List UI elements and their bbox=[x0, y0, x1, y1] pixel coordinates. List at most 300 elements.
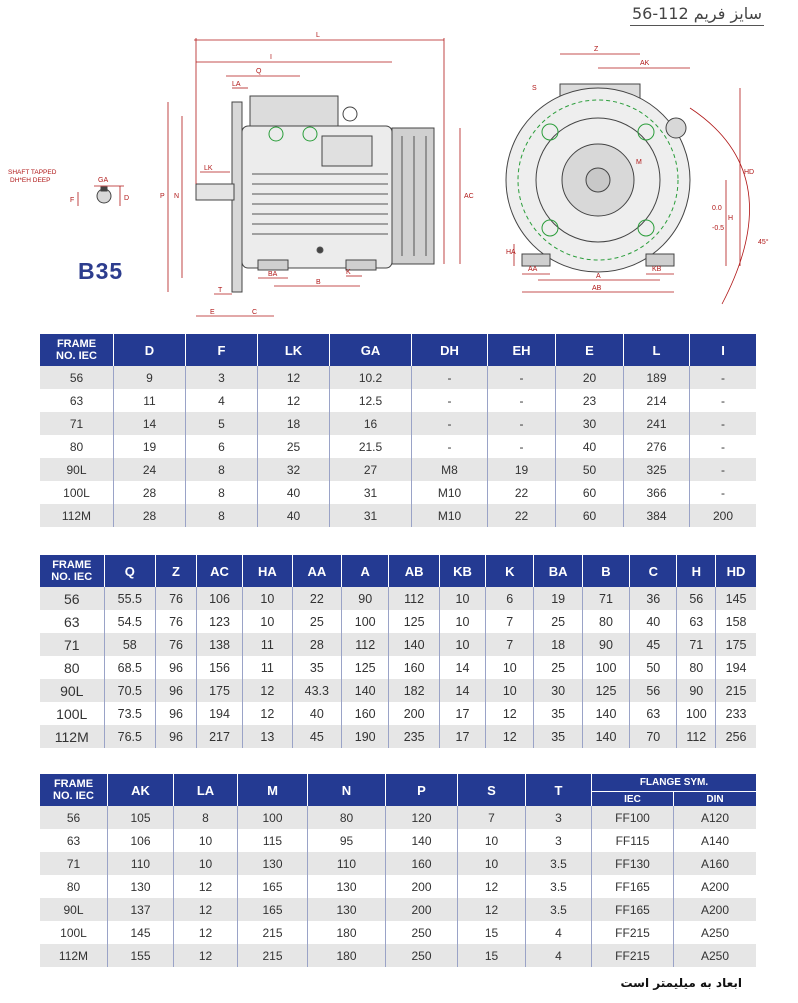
value-cell: 14 bbox=[114, 412, 186, 435]
table-row bbox=[40, 829, 756, 852]
column-header: FRAME NO. IEC bbox=[40, 774, 108, 806]
table-row bbox=[40, 852, 756, 875]
value-cell: 68.5 bbox=[105, 656, 157, 679]
value-cell: 10 bbox=[174, 852, 238, 875]
value-cell: FF100 bbox=[592, 806, 674, 829]
column-header: AK bbox=[108, 774, 174, 806]
value-cell: 45 bbox=[630, 633, 677, 656]
value-cell: 325 bbox=[624, 458, 690, 481]
column-header: AA bbox=[293, 555, 342, 587]
table-row bbox=[40, 679, 756, 702]
column-header: T bbox=[526, 774, 592, 806]
shaft-note-line1: SHAFT TAPPED bbox=[8, 169, 57, 176]
value-cell: 71 bbox=[677, 633, 716, 656]
column-header: HD bbox=[716, 555, 756, 587]
dimension-table-2 bbox=[40, 555, 756, 748]
dim-label-L: L bbox=[316, 32, 320, 39]
dim-label-B: B bbox=[316, 279, 321, 286]
value-cell: 14 bbox=[440, 656, 486, 679]
value-cell: 22 bbox=[488, 481, 556, 504]
value-cell: 125 bbox=[342, 656, 389, 679]
value-cell: 120 bbox=[386, 806, 458, 829]
value-cell: 155 bbox=[108, 944, 174, 967]
frame-cell: 56 bbox=[40, 366, 114, 389]
table-row bbox=[40, 435, 756, 458]
table-row bbox=[40, 458, 756, 481]
value-cell: 6 bbox=[186, 435, 258, 458]
shaft-detail bbox=[78, 186, 124, 206]
frame-cell: 112M bbox=[40, 944, 108, 967]
column-header: M bbox=[238, 774, 308, 806]
value-cell: 175 bbox=[716, 633, 756, 656]
value-cell: 215 bbox=[238, 921, 308, 944]
column-header: C bbox=[630, 555, 677, 587]
page-title: سایز فریم 112-56 bbox=[630, 4, 764, 26]
column-header: D bbox=[114, 334, 186, 366]
value-cell: 110 bbox=[308, 852, 386, 875]
table-row bbox=[40, 702, 756, 725]
value-cell: - bbox=[412, 389, 488, 412]
dim-label-Q: Q bbox=[256, 68, 262, 75]
table-row bbox=[40, 504, 756, 527]
table-row bbox=[40, 725, 756, 748]
value-cell: 175 bbox=[197, 679, 243, 702]
value-cell: 76 bbox=[156, 587, 197, 610]
value-cell: 32 bbox=[258, 458, 330, 481]
value-cell: 366 bbox=[624, 481, 690, 504]
dim-label-LK: LK bbox=[204, 165, 213, 172]
value-cell: 10 bbox=[458, 852, 526, 875]
value-cell: - bbox=[488, 412, 556, 435]
value-cell: 43.3 bbox=[293, 679, 342, 702]
value-cell: 25 bbox=[534, 610, 582, 633]
value-cell: 165 bbox=[238, 898, 308, 921]
value-cell: FF215 bbox=[592, 944, 674, 967]
value-cell: 71 bbox=[583, 587, 630, 610]
table-row bbox=[40, 587, 756, 610]
dim-label-A: A bbox=[596, 273, 601, 280]
value-cell: 10 bbox=[243, 610, 292, 633]
value-cell: 140 bbox=[583, 702, 630, 725]
value-cell: 12 bbox=[258, 389, 330, 412]
value-cell: 215 bbox=[716, 679, 756, 702]
value-cell: 125 bbox=[583, 679, 630, 702]
value-cell: 96 bbox=[156, 702, 197, 725]
frame-cell: 80 bbox=[40, 435, 114, 458]
value-cell: 100 bbox=[342, 610, 389, 633]
dim-label-BA: BA bbox=[268, 271, 278, 278]
value-cell: FF130 bbox=[592, 852, 674, 875]
value-cell: 58 bbox=[105, 633, 157, 656]
value-cell: M10 bbox=[412, 481, 488, 504]
value-cell: 13 bbox=[243, 725, 292, 748]
value-cell: A250 bbox=[674, 944, 756, 967]
value-cell: 100 bbox=[677, 702, 716, 725]
value-cell: 3.5 bbox=[526, 875, 592, 898]
value-cell: 130 bbox=[308, 898, 386, 921]
value-cell: A200 bbox=[674, 875, 756, 898]
value-cell: 112 bbox=[342, 633, 389, 656]
frame-cell: 71 bbox=[40, 852, 108, 875]
dim-label-angle: 45° bbox=[758, 239, 769, 246]
value-cell: 70 bbox=[630, 725, 677, 748]
value-cell: 63 bbox=[677, 610, 716, 633]
dim-label-LA: LA bbox=[232, 81, 241, 88]
table-row bbox=[40, 412, 756, 435]
table-row bbox=[40, 610, 756, 633]
value-cell: 3 bbox=[526, 829, 592, 852]
value-cell: 28 bbox=[293, 633, 342, 656]
value-cell: 214 bbox=[624, 389, 690, 412]
value-cell: 200 bbox=[386, 898, 458, 921]
column-header: HA bbox=[243, 555, 292, 587]
value-cell: FF165 bbox=[592, 875, 674, 898]
value-cell: 95 bbox=[308, 829, 386, 852]
table-row bbox=[40, 898, 756, 921]
value-cell: 7 bbox=[486, 633, 534, 656]
value-cell: 384 bbox=[624, 504, 690, 527]
column-header: L bbox=[624, 334, 690, 366]
value-cell: 60 bbox=[556, 481, 624, 504]
value-cell: 182 bbox=[389, 679, 440, 702]
value-cell: 6 bbox=[486, 587, 534, 610]
column-header: BA bbox=[534, 555, 582, 587]
frame-cell: 63 bbox=[40, 829, 108, 852]
value-cell: 8 bbox=[186, 481, 258, 504]
dim-label-I: I bbox=[270, 54, 272, 61]
value-cell: 25 bbox=[258, 435, 330, 458]
frame-cell: 63 bbox=[40, 389, 114, 412]
value-cell: 217 bbox=[197, 725, 243, 748]
column-header: S bbox=[458, 774, 526, 806]
value-cell: 138 bbox=[197, 633, 243, 656]
frame-cell: 100L bbox=[40, 702, 105, 725]
value-cell: 180 bbox=[308, 944, 386, 967]
frame-cell: 71 bbox=[40, 633, 105, 656]
value-cell: 4 bbox=[186, 389, 258, 412]
value-cell: 76 bbox=[156, 610, 197, 633]
value-cell: 12 bbox=[174, 921, 238, 944]
value-cell: 76 bbox=[156, 633, 197, 656]
column-header: AC bbox=[197, 555, 243, 587]
frame-cell: 112M bbox=[40, 725, 105, 748]
value-cell: 12 bbox=[458, 875, 526, 898]
value-cell: 10 bbox=[458, 829, 526, 852]
table-row bbox=[40, 656, 756, 679]
column-header: H bbox=[677, 555, 716, 587]
value-cell: 106 bbox=[108, 829, 174, 852]
value-cell: - bbox=[488, 389, 556, 412]
column-header-flange-group: FLANGE SYM. bbox=[592, 774, 756, 791]
value-cell: 12 bbox=[458, 898, 526, 921]
value-cell: 22 bbox=[488, 504, 556, 527]
value-cell: 10 bbox=[440, 633, 486, 656]
column-header: F bbox=[186, 334, 258, 366]
value-cell: 3.5 bbox=[526, 898, 592, 921]
table-row bbox=[40, 806, 756, 829]
dim-label-HA: HA bbox=[506, 249, 516, 256]
value-cell: 200 bbox=[386, 875, 458, 898]
value-cell: 11 bbox=[243, 633, 292, 656]
value-cell: 8 bbox=[186, 458, 258, 481]
value-cell: 215 bbox=[238, 944, 308, 967]
value-cell: - bbox=[412, 435, 488, 458]
value-cell: 140 bbox=[389, 633, 440, 656]
dim-label-AA: AA bbox=[528, 266, 538, 273]
value-cell: 241 bbox=[624, 412, 690, 435]
value-cell: 12 bbox=[258, 366, 330, 389]
front-view bbox=[506, 84, 690, 272]
model-label: B35 bbox=[78, 258, 124, 284]
frame-cell: 90L bbox=[40, 679, 105, 702]
dim-label-AB: AB bbox=[592, 285, 602, 292]
dim-label-M: M bbox=[636, 159, 642, 166]
value-cell: 12 bbox=[174, 944, 238, 967]
value-cell: 145 bbox=[716, 587, 756, 610]
value-cell: 25 bbox=[534, 656, 582, 679]
column-header: K bbox=[486, 555, 534, 587]
dim-label-GA: GA bbox=[98, 177, 109, 184]
column-subheader: IEC bbox=[592, 791, 674, 806]
value-cell: - bbox=[690, 366, 756, 389]
value-cell: 28 bbox=[114, 481, 186, 504]
value-cell: 250 bbox=[386, 921, 458, 944]
value-cell: 16 bbox=[330, 412, 412, 435]
value-cell: 140 bbox=[342, 679, 389, 702]
shaft-note-line2: DH*EH DEEP bbox=[10, 177, 51, 184]
value-cell: 20 bbox=[556, 366, 624, 389]
dim-label-C: C bbox=[252, 309, 258, 316]
value-cell: 12 bbox=[486, 702, 534, 725]
value-cell: A160 bbox=[674, 852, 756, 875]
value-cell: 60 bbox=[556, 504, 624, 527]
value-cell: FF115 bbox=[592, 829, 674, 852]
table-1-header-row bbox=[40, 334, 756, 366]
value-cell: 235 bbox=[389, 725, 440, 748]
value-cell: 12.5 bbox=[330, 389, 412, 412]
value-cell: 11 bbox=[114, 389, 186, 412]
value-cell: - bbox=[690, 481, 756, 504]
frame-cell: 80 bbox=[40, 656, 105, 679]
column-header: LA bbox=[174, 774, 238, 806]
dim-label-K: K bbox=[346, 269, 351, 276]
value-cell: 15 bbox=[458, 944, 526, 967]
value-cell: 35 bbox=[293, 656, 342, 679]
column-header: Q bbox=[105, 555, 157, 587]
value-cell: 90 bbox=[583, 633, 630, 656]
column-header: A bbox=[342, 555, 389, 587]
value-cell: 10 bbox=[440, 610, 486, 633]
value-cell: 10 bbox=[486, 656, 534, 679]
column-subheader: DIN bbox=[674, 791, 756, 806]
column-header: I bbox=[690, 334, 756, 366]
value-cell: - bbox=[412, 366, 488, 389]
column-header: DH bbox=[412, 334, 488, 366]
frame-cell: 56 bbox=[40, 587, 105, 610]
value-cell: 140 bbox=[583, 725, 630, 748]
value-cell: M10 bbox=[412, 504, 488, 527]
value-cell: 130 bbox=[308, 875, 386, 898]
value-cell: 8 bbox=[174, 806, 238, 829]
value-cell: 31 bbox=[330, 481, 412, 504]
value-cell: 11 bbox=[243, 656, 292, 679]
value-cell: 200 bbox=[389, 702, 440, 725]
value-cell: - bbox=[488, 366, 556, 389]
value-cell: 40 bbox=[258, 481, 330, 504]
value-cell: 63 bbox=[630, 702, 677, 725]
value-cell: 17 bbox=[440, 702, 486, 725]
value-cell: 90 bbox=[342, 587, 389, 610]
value-cell: 96 bbox=[156, 656, 197, 679]
value-cell: 56 bbox=[677, 587, 716, 610]
value-cell: 22 bbox=[293, 587, 342, 610]
value-cell: 160 bbox=[386, 852, 458, 875]
value-cell: 190 bbox=[342, 725, 389, 748]
value-cell: 10 bbox=[440, 587, 486, 610]
value-cell: 12 bbox=[174, 898, 238, 921]
value-cell: 70.5 bbox=[105, 679, 157, 702]
table-row bbox=[40, 921, 756, 944]
column-header: B bbox=[583, 555, 630, 587]
dim-label-D: D bbox=[124, 195, 130, 202]
value-cell: 19 bbox=[534, 587, 582, 610]
column-header: E bbox=[556, 334, 624, 366]
value-cell: 165 bbox=[238, 875, 308, 898]
value-cell: 40 bbox=[258, 504, 330, 527]
table-row bbox=[40, 875, 756, 898]
value-cell: 35 bbox=[534, 702, 582, 725]
value-cell: - bbox=[690, 412, 756, 435]
value-cell: 137 bbox=[108, 898, 174, 921]
value-cell: 23 bbox=[556, 389, 624, 412]
frame-cell: 100L bbox=[40, 921, 108, 944]
column-header: Z bbox=[156, 555, 197, 587]
value-cell: 105 bbox=[108, 806, 174, 829]
value-cell: 21.5 bbox=[330, 435, 412, 458]
value-cell: - bbox=[690, 458, 756, 481]
value-cell: 160 bbox=[342, 702, 389, 725]
column-header: GA bbox=[330, 334, 412, 366]
dim-label-S: S bbox=[532, 85, 537, 92]
value-cell: 18 bbox=[534, 633, 582, 656]
dim-label-AC: AC bbox=[464, 193, 474, 200]
dim-label-T: T bbox=[218, 287, 223, 294]
value-cell: 3 bbox=[186, 366, 258, 389]
value-cell: 250 bbox=[386, 944, 458, 967]
dim-label-P: P bbox=[160, 193, 165, 200]
value-cell: 106 bbox=[197, 587, 243, 610]
table-3-header-row bbox=[40, 774, 756, 791]
value-cell: 50 bbox=[630, 656, 677, 679]
value-cell: 80 bbox=[308, 806, 386, 829]
column-header: EH bbox=[488, 334, 556, 366]
value-cell: 24 bbox=[114, 458, 186, 481]
value-cell: 31 bbox=[330, 504, 412, 527]
value-cell: 10 bbox=[243, 587, 292, 610]
value-cell: 96 bbox=[156, 679, 197, 702]
value-cell: 54.5 bbox=[105, 610, 157, 633]
value-cell: 14 bbox=[440, 679, 486, 702]
motor-dimension-drawing bbox=[0, 24, 798, 326]
column-header: N bbox=[308, 774, 386, 806]
value-cell: 140 bbox=[386, 829, 458, 852]
dim-label-tol-lower: -0.5 bbox=[712, 225, 725, 232]
dim-label-AK: AK bbox=[640, 60, 650, 67]
value-cell: 5 bbox=[186, 412, 258, 435]
column-header: FRAME NO. IEC bbox=[40, 555, 105, 587]
value-cell: 12 bbox=[174, 875, 238, 898]
value-cell: 80 bbox=[583, 610, 630, 633]
value-cell: 80 bbox=[677, 656, 716, 679]
value-cell: 194 bbox=[197, 702, 243, 725]
dim-label-E: E bbox=[210, 309, 215, 316]
frame-cell: 63 bbox=[40, 610, 105, 633]
frame-cell: 90L bbox=[40, 458, 114, 481]
value-cell: 7 bbox=[486, 610, 534, 633]
value-cell: 30 bbox=[556, 412, 624, 435]
frame-cell: 80 bbox=[40, 875, 108, 898]
value-cell: 19 bbox=[114, 435, 186, 458]
value-cell: 96 bbox=[156, 725, 197, 748]
value-cell: 10.2 bbox=[330, 366, 412, 389]
column-header: P bbox=[386, 774, 458, 806]
value-cell: 30 bbox=[534, 679, 582, 702]
value-cell: 145 bbox=[108, 921, 174, 944]
value-cell: 123 bbox=[197, 610, 243, 633]
table-row bbox=[40, 481, 756, 504]
table-row bbox=[40, 366, 756, 389]
value-cell: 40 bbox=[293, 702, 342, 725]
value-cell: 28 bbox=[114, 504, 186, 527]
frame-cell: 56 bbox=[40, 806, 108, 829]
value-cell: 115 bbox=[238, 829, 308, 852]
value-cell: 36 bbox=[630, 587, 677, 610]
value-cell: FF215 bbox=[592, 921, 674, 944]
value-cell: 130 bbox=[238, 852, 308, 875]
frame-cell: 71 bbox=[40, 412, 114, 435]
column-header: KB bbox=[440, 555, 486, 587]
value-cell: 55.5 bbox=[105, 587, 157, 610]
value-cell: 45 bbox=[293, 725, 342, 748]
dim-label-Z: Z bbox=[594, 46, 599, 53]
value-cell: A200 bbox=[674, 898, 756, 921]
value-cell: 276 bbox=[624, 435, 690, 458]
value-cell: 76.5 bbox=[105, 725, 157, 748]
column-header: AB bbox=[389, 555, 440, 587]
value-cell: 158 bbox=[716, 610, 756, 633]
value-cell: - bbox=[412, 412, 488, 435]
units-note: ابعاد به میلیمتر است bbox=[620, 976, 742, 990]
value-cell: 189 bbox=[624, 366, 690, 389]
value-cell: 18 bbox=[258, 412, 330, 435]
value-cell: 17 bbox=[440, 725, 486, 748]
dimension-table-3 bbox=[40, 774, 756, 967]
value-cell: 156 bbox=[197, 656, 243, 679]
value-cell: 40 bbox=[630, 610, 677, 633]
value-cell: 100 bbox=[583, 656, 630, 679]
dim-label-F: F bbox=[70, 197, 75, 204]
value-cell: 9 bbox=[114, 366, 186, 389]
value-cell: 130 bbox=[108, 875, 174, 898]
value-cell: 15 bbox=[458, 921, 526, 944]
value-cell: 25 bbox=[293, 610, 342, 633]
value-cell: 19 bbox=[488, 458, 556, 481]
column-header: LK bbox=[258, 334, 330, 366]
dim-label-H: H bbox=[728, 215, 734, 222]
value-cell: 12 bbox=[243, 679, 292, 702]
value-cell: 112 bbox=[677, 725, 716, 748]
dim-label-HD: HD bbox=[744, 169, 755, 176]
